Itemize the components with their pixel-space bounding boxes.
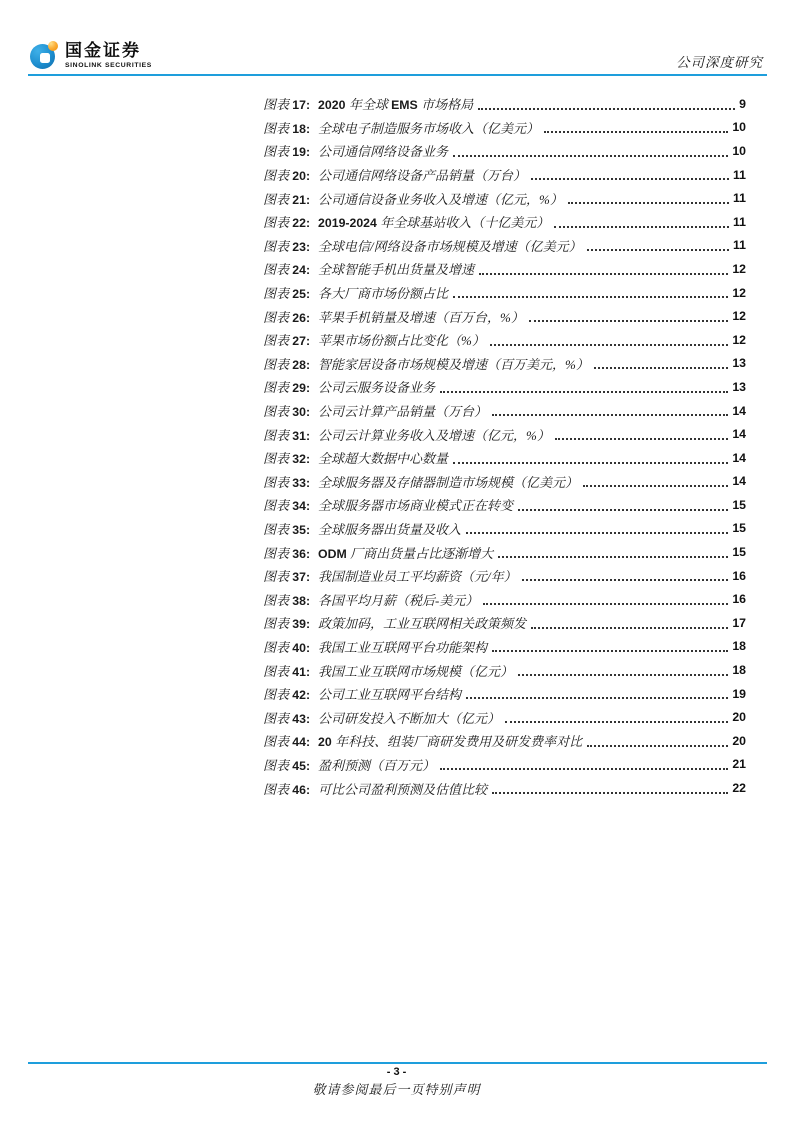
toc-entry-page: 10 — [732, 143, 746, 158]
toc-entry-label: 图表 32: — [263, 451, 311, 467]
toc-entry-title: 苹果市场份额占比变化（%） — [318, 333, 485, 349]
toc-list — [263, 92, 746, 800]
toc-entry-page: 14 — [732, 427, 746, 442]
toc-entry-page: 12 — [732, 285, 746, 300]
sinolink-logo-icon — [30, 41, 58, 69]
toc-entry-title: 全球服务器出货量及收入 — [318, 521, 462, 537]
toc-entry[interactable] — [263, 776, 746, 800]
toc-entry-label: 图表 29: — [263, 380, 311, 396]
toc-entry[interactable] — [263, 257, 746, 281]
toc-entry-page: 14 — [732, 474, 746, 489]
toc-entry-title: 苹果手机销量及增速（百万台，%） — [318, 309, 524, 325]
toc-entry[interactable] — [263, 446, 746, 470]
toc-entry-label: 图表 31: — [263, 427, 311, 443]
header-divider — [28, 74, 767, 76]
toc-dot-leader — [529, 320, 728, 322]
toc-entry-page: 15 — [732, 521, 746, 536]
toc-entry[interactable] — [263, 352, 746, 376]
toc-dot-leader — [453, 462, 728, 464]
logo-square-cutout — [40, 53, 50, 63]
toc-entry-title: 智能家居设备市场规模及增速（百万美元，%） — [318, 356, 589, 372]
toc-entry[interactable] — [263, 186, 746, 210]
toc-entry-title: 全球电信/网络设备市场规模及增速（亿美元） — [318, 238, 582, 254]
toc-entry-title: 全球服务器市场商业模式正在转变 — [318, 498, 514, 514]
toc-entry-label: 图表 27: — [263, 333, 311, 349]
toc-entry[interactable] — [263, 658, 746, 682]
toc-entry[interactable] — [263, 281, 746, 305]
toc-entry-page: 15 — [732, 545, 746, 560]
toc-entry-page: 18 — [732, 663, 746, 678]
report-type-label: 公司深度研究 — [676, 55, 763, 70]
toc-entry[interactable] — [263, 753, 746, 777]
toc-entry-label: 图表 46: — [263, 781, 311, 797]
toc-dot-leader — [594, 367, 728, 369]
logo-gold-dot — [48, 41, 58, 51]
toc-entry-page: 10 — [732, 120, 746, 135]
toc-entry[interactable] — [263, 375, 746, 399]
toc-entry-label: 图表 38: — [263, 592, 311, 608]
footer-page-number: - 3 - — [386, 1066, 407, 1078]
toc-entry[interactable] — [263, 422, 746, 446]
toc-entry-page: 22 — [732, 781, 746, 796]
toc-entry-label: 图表 44: — [263, 734, 311, 750]
toc-dot-leader — [492, 414, 728, 416]
toc-entry[interactable] — [263, 328, 746, 352]
toc-entry-title: 我国工业互联网市场规模（亿元） — [318, 663, 514, 679]
toc-entry-title: 20 年科技、组装厂商研发费用及研发费率对比 — [318, 734, 583, 750]
toc-entry-label: 图表 30: — [263, 404, 311, 420]
toc-dot-leader — [568, 202, 729, 204]
toc-entry-label: 图表 33: — [263, 474, 311, 490]
brand-name-en: SINOLINK SECURITIES — [65, 61, 152, 69]
toc-entry[interactable] — [263, 517, 746, 541]
toc-entry[interactable] — [263, 493, 746, 517]
toc-entry-label: 图表 28: — [263, 356, 311, 372]
toc-entry[interactable] — [263, 234, 746, 258]
toc-entry-title: 公司通信设备业务收入及增速（亿元，%） — [318, 191, 563, 207]
toc-entry-label: 图表 35: — [263, 521, 311, 537]
toc-dot-leader — [518, 509, 728, 511]
toc-dot-leader — [587, 745, 728, 747]
footer-divider — [28, 1062, 767, 1064]
toc-entry-label: 图表 36: — [263, 545, 311, 561]
toc-entry[interactable] — [263, 611, 746, 635]
toc-entry-title: 各国平均月薪（税后-美元） — [318, 592, 479, 608]
toc-dot-leader — [531, 627, 728, 629]
toc-entry-label: 图表 21: — [263, 191, 311, 207]
toc-dot-leader — [492, 650, 728, 652]
toc-entry-page: 12 — [732, 261, 746, 276]
toc-dot-leader — [583, 485, 728, 487]
toc-dot-leader — [478, 108, 735, 110]
toc-entry-label: 图表 25: — [263, 286, 311, 302]
toc-entry-page: 16 — [732, 592, 746, 607]
toc-entry-label: 图表 34: — [263, 498, 311, 514]
sinolink-logo — [30, 41, 152, 69]
toc-entry-title: 全球服务器及存储器制造市场规模（亿美元） — [318, 474, 579, 490]
toc-entry-page: 11 — [733, 191, 746, 206]
logo-text — [65, 41, 152, 69]
toc-entry-label: 图表 26: — [263, 309, 311, 325]
toc-entry-label: 图表 42: — [263, 687, 311, 703]
toc-dot-leader — [498, 556, 728, 558]
brand-name-cn: 国金证券 — [65, 41, 141, 60]
toc-dot-leader — [453, 296, 728, 298]
toc-entry-page: 19 — [732, 686, 746, 701]
toc-entry-page: 11 — [733, 167, 746, 182]
toc-dot-leader — [466, 697, 728, 699]
toc-entry[interactable] — [263, 540, 746, 564]
toc-dot-leader — [544, 131, 728, 133]
toc-entry[interactable] — [263, 304, 746, 328]
toc-entry-page: 21 — [732, 757, 746, 772]
toc-entry-title: 公司云计算业务收入及增速（亿元，%） — [318, 427, 550, 443]
toc-dot-leader — [587, 249, 729, 251]
toc-entry-title: 2019-2024 年全球基站收入（十亿美元） — [318, 215, 550, 231]
toc-entry-page: 16 — [732, 568, 746, 583]
toc-entry-page: 18 — [732, 639, 746, 654]
toc-entry-title: 公司云服务设备业务 — [318, 380, 436, 396]
toc-entry-page: 12 — [732, 309, 746, 324]
toc-entry-label: 图表 41: — [263, 663, 311, 679]
toc-entry-page: 12 — [732, 332, 746, 347]
toc-entry-page: 13 — [732, 379, 746, 394]
toc-dot-leader — [505, 721, 728, 723]
toc-entry-page: 13 — [732, 356, 746, 371]
toc-entry-title: 公司研发投入不断加大（亿元） — [318, 710, 501, 726]
toc-entry-title: 全球智能手机出货量及增速 — [318, 262, 475, 278]
toc-entry-label: 图表 20: — [263, 168, 311, 184]
toc-dot-leader — [522, 579, 729, 581]
toc-entry-title: 盈利预测（百万元） — [318, 757, 436, 773]
toc-entry-page: 14 — [732, 403, 746, 418]
toc-entry-page: 20 — [732, 710, 746, 725]
toc-entry[interactable] — [263, 470, 746, 494]
toc-entry[interactable] — [263, 210, 746, 234]
toc-entry[interactable] — [263, 635, 746, 659]
toc-dot-leader — [531, 178, 729, 180]
toc-dot-leader — [554, 226, 729, 228]
toc-entry-label: 图表 43: — [263, 710, 311, 726]
toc-entry-title: 公司通信网络设备产品销量（万台） — [318, 168, 527, 184]
toc-entry-title: ODM 厂商出货量占比逐渐增大 — [318, 545, 494, 561]
toc-entry-label: 图表 17: — [263, 97, 311, 113]
toc-dot-leader — [479, 273, 728, 275]
toc-entry-label: 图表 40: — [263, 639, 311, 655]
toc-entry-title: 我国制造业员工平均薪资（元/年） — [318, 569, 517, 585]
toc-entry[interactable] — [263, 587, 746, 611]
toc-dot-leader — [453, 155, 728, 157]
toc-entry-label: 图表 19: — [263, 144, 311, 160]
toc-entry[interactable] — [263, 92, 746, 116]
toc-entry[interactable] — [263, 729, 746, 753]
toc-entry-title: 公司通信网络设备业务 — [318, 144, 449, 160]
toc-entry-label: 图表 24: — [263, 262, 311, 278]
toc-entry[interactable] — [263, 682, 746, 706]
toc-entry-page: 17 — [732, 615, 746, 630]
toc-dot-leader — [483, 603, 728, 605]
toc-entry-label: 图表 22: — [263, 215, 311, 231]
toc-dot-leader — [466, 532, 728, 534]
toc-entry[interactable] — [263, 564, 746, 588]
toc-dot-leader — [490, 344, 728, 346]
toc-entry[interactable] — [263, 705, 746, 729]
toc-entry-page: 15 — [732, 497, 746, 512]
toc-dot-leader — [555, 438, 728, 440]
toc-entry-label: 图表 45: — [263, 757, 311, 773]
toc-entry-title: 全球超大数据中心数量 — [318, 451, 449, 467]
toc-entry-title: 可比公司盈利预测及估值比较 — [318, 781, 488, 797]
toc-dot-leader — [440, 768, 728, 770]
toc-entry-page: 20 — [732, 733, 746, 748]
toc-entry[interactable] — [263, 163, 746, 187]
toc-dot-leader — [492, 792, 728, 794]
footer-disclaimer: 敬请参阅最后一页特别声明 — [312, 1082, 481, 1097]
toc-dot-leader — [518, 674, 728, 676]
toc-entry[interactable] — [263, 116, 746, 140]
toc-entry-page: 11 — [733, 238, 746, 253]
toc-entry-title: 各大厂商市场份额占比 — [318, 286, 449, 302]
toc-entry-title: 公司云计算产品销量（万台） — [318, 404, 488, 420]
toc-entry[interactable] — [263, 399, 746, 423]
toc-dot-leader — [440, 391, 728, 393]
toc-entry-title: 我国工业互联网平台功能架构 — [318, 639, 488, 655]
toc-entry-page: 11 — [733, 214, 746, 229]
toc-entry-label: 图表 18: — [263, 120, 311, 136]
toc-entry-title: 公司工业互联网平台结构 — [318, 687, 462, 703]
toc-entry-label: 图表 39: — [263, 616, 311, 632]
toc-entry-title: 政策加码，工业互联网相关政策频发 — [318, 616, 527, 632]
toc-entry-title: 2020 年全球 EMS 市场格局 — [318, 97, 474, 113]
toc-entry-page: 14 — [732, 450, 746, 465]
toc-entry-title: 全球电子制造服务市场收入（亿美元） — [318, 120, 540, 136]
toc-entry-label: 图表 37: — [263, 569, 311, 585]
toc-entry-label: 图表 23: — [263, 238, 311, 254]
toc-entry[interactable] — [263, 139, 746, 163]
toc-entry-page: 9 — [739, 96, 746, 111]
